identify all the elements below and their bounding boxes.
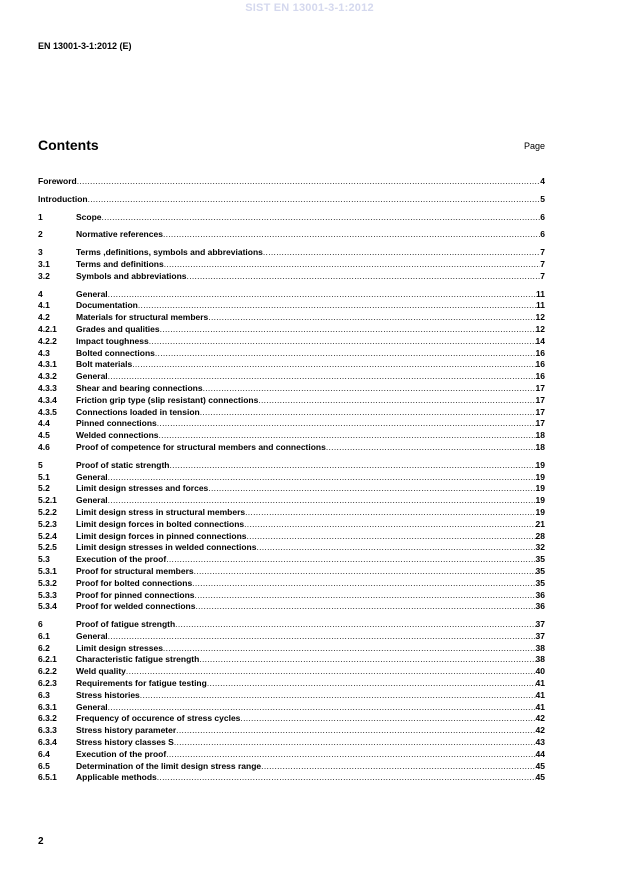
toc-entry-number: 5.3 xyxy=(38,554,50,565)
toc-dot-leader xyxy=(126,666,536,678)
toc-entry-page: 37 xyxy=(535,619,545,630)
toc-dot-leader xyxy=(160,324,536,336)
toc-entry[interactable] xyxy=(38,176,545,188)
toc-entry-title: Limit design stresses xyxy=(76,642,163,653)
toc-dot-leader xyxy=(159,430,536,442)
toc-dot-leader xyxy=(207,678,536,690)
toc-entry-page: 38 xyxy=(535,654,545,665)
toc-entry-number: 5.2.2 xyxy=(38,506,57,517)
toc-entry-page: 35 xyxy=(535,577,545,588)
toc-entry-page: 44 xyxy=(535,748,545,759)
toc-entry-number: 6.5 xyxy=(38,760,50,771)
toc-entry-page: 12 xyxy=(535,312,545,323)
toc-entry-title: Limit design stresses in welded connections xyxy=(76,542,257,553)
toc-dot-leader xyxy=(163,643,536,655)
toc-entry[interactable] xyxy=(38,619,545,631)
toc-entry-title: General xyxy=(76,630,108,641)
toc-entry[interactable] xyxy=(38,212,545,224)
toc-dot-leader xyxy=(258,395,535,407)
toc-entry[interactable] xyxy=(38,713,545,725)
toc-entry-page: 41 xyxy=(535,701,545,712)
toc-dot-leader xyxy=(195,590,536,602)
toc-entry[interactable] xyxy=(38,643,545,655)
toc-entry-page: 14 xyxy=(535,335,545,346)
toc-dot-leader xyxy=(240,713,535,725)
toc-dot-leader xyxy=(200,407,536,419)
toc-entry-number: 5.3.2 xyxy=(38,577,57,588)
toc-entry-number: 6.3.3 xyxy=(38,725,57,736)
toc-entry-number: 5.2.3 xyxy=(38,518,57,529)
toc-entry-page: 35 xyxy=(535,565,545,576)
toc-dot-leader xyxy=(132,359,535,371)
toc-dot-leader xyxy=(176,725,535,737)
toc-entry-number: 4.3.4 xyxy=(38,394,57,405)
toc-entry[interactable] xyxy=(38,271,545,283)
toc-entry[interactable] xyxy=(38,666,545,678)
toc-dot-leader xyxy=(77,176,541,188)
toc-entry-page: 7 xyxy=(540,247,545,258)
toc-entry-title: Proof of static strength xyxy=(76,459,170,470)
toc-entry-number: 4.5 xyxy=(38,430,50,441)
toc-dot-leader xyxy=(164,259,541,271)
toc-entry-page: 41 xyxy=(535,678,545,689)
toc-entry-page: 42 xyxy=(535,725,545,736)
toc-entry-title: Frequency of occurence of stress cycles xyxy=(76,713,241,724)
toc-entry-number: 5.2 xyxy=(38,483,50,494)
watermark: SIST EN 13001-3-1:2012 xyxy=(245,2,374,14)
toc-entry-page: 18 xyxy=(535,441,545,452)
toc-entry[interactable] xyxy=(38,460,545,472)
toc-entry-page: 19 xyxy=(535,495,545,506)
toc-entry-title: Limit design forces in pinned connections xyxy=(76,530,247,541)
toc-entry[interactable] xyxy=(38,772,545,784)
toc-entry-page: 41 xyxy=(535,689,545,700)
toc-entry-title: General xyxy=(76,471,108,482)
toc-dot-leader xyxy=(108,371,536,383)
toc-entry-number: 5.3.3 xyxy=(38,589,57,600)
toc-entry-page: 36 xyxy=(535,589,545,600)
toc-entry-title: Bolted connections xyxy=(76,347,155,358)
toc-entry-number: 5.2.5 xyxy=(38,542,57,553)
toc-entry-title: Stress histories xyxy=(76,689,140,700)
toc-entry-number: 6.5.1 xyxy=(38,772,57,783)
toc-entry-title: Stress history classes S xyxy=(76,737,174,748)
toc-entry-number: 4.2.2 xyxy=(38,335,57,346)
toc-entry-number: 4.3.1 xyxy=(38,359,57,370)
toc-entry-number: 5.2.4 xyxy=(38,530,57,541)
toc-dot-leader xyxy=(170,460,536,472)
toc-entry[interactable] xyxy=(38,312,545,324)
standard-id: EN 13001-3-1:2012 (E) xyxy=(38,41,132,51)
toc-entry-number: 4.4 xyxy=(38,418,50,429)
page-column-label: Page xyxy=(523,141,545,151)
toc-entry-number: 6.4 xyxy=(38,748,50,759)
toc-entry[interactable] xyxy=(38,418,545,430)
toc-entry-page: 16 xyxy=(535,359,545,370)
toc-entry[interactable] xyxy=(38,407,545,419)
toc-dot-leader xyxy=(108,472,536,484)
toc-entry-title: General xyxy=(76,288,108,299)
toc-entry[interactable] xyxy=(38,654,545,666)
toc-entry-page: 7 xyxy=(540,258,545,269)
toc-entry-page: 6 xyxy=(540,211,545,222)
toc-entry-number: 4.2.1 xyxy=(38,323,57,334)
toc-entry-page: 38 xyxy=(535,642,545,653)
toc-entry-page: 12 xyxy=(535,323,545,334)
toc-dot-leader xyxy=(163,229,540,241)
toc-entry-title: Grades and qualities xyxy=(76,323,160,334)
toc-dot-leader xyxy=(256,542,535,554)
toc-entry-title: Terms ,definitions, symbols and abbreviations xyxy=(76,247,263,258)
toc-entry-title: Weld quality xyxy=(76,666,126,677)
toc-entry-title: Introduction xyxy=(38,193,88,204)
toc-entry[interactable] xyxy=(38,383,545,395)
toc-entry[interactable] xyxy=(38,259,545,271)
footer-page-number: 2 xyxy=(38,836,44,847)
toc-dot-leader xyxy=(263,247,540,259)
toc-entry-title: Connections loaded in tension xyxy=(76,406,200,417)
toc-entry-title: General xyxy=(76,701,108,712)
toc-dot-leader xyxy=(138,300,536,312)
toc-entry-page: 17 xyxy=(535,406,545,417)
toc-entry-page: 11 xyxy=(536,288,545,299)
toc-entry-number: 6.1 xyxy=(38,630,50,641)
toc-entry-page: 28 xyxy=(535,530,545,541)
toc-entry-number: 4.3.5 xyxy=(38,406,57,417)
toc-entry-page: 42 xyxy=(535,713,545,724)
toc-entry-page: 19 xyxy=(535,459,545,470)
toc-entry[interactable] xyxy=(38,495,545,507)
toc-entry-page: 17 xyxy=(535,394,545,405)
toc-entry-page: 43 xyxy=(535,737,545,748)
toc-dot-leader xyxy=(108,702,536,714)
toc-entry[interactable] xyxy=(38,324,545,336)
toc-entry-title: Welded connections xyxy=(76,430,159,441)
toc-entry[interactable] xyxy=(38,519,545,531)
toc-entry[interactable] xyxy=(38,247,545,259)
toc-entry-title: Proof for bolted connections xyxy=(76,577,193,588)
toc-entry[interactable] xyxy=(38,430,545,442)
toc-entry[interactable] xyxy=(38,348,545,360)
toc-entry-page: 4 xyxy=(540,176,545,186)
toc-entry-title: Execution of the proof xyxy=(76,554,167,565)
toc-dot-leader xyxy=(199,654,535,666)
toc-dot-leader xyxy=(108,289,536,301)
toc-dot-leader xyxy=(195,601,535,613)
toc-entry-page: 32 xyxy=(535,542,545,553)
toc-entry[interactable] xyxy=(38,194,545,206)
toc-entry-page: 19 xyxy=(535,471,545,482)
toc-entry-number: 6.3.4 xyxy=(38,737,57,748)
toc-entry[interactable] xyxy=(38,289,545,301)
toc-entry-title: Proof for pinned connections xyxy=(76,589,195,600)
toc-dot-leader xyxy=(157,418,536,430)
toc-dot-leader xyxy=(244,519,535,531)
toc-entry-title: General xyxy=(76,371,108,382)
toc-entry-number: 4.2 xyxy=(38,312,50,323)
toc-entry-title: Shear and bearing connections xyxy=(76,382,203,393)
toc-entry-number: 6.3 xyxy=(38,689,50,700)
toc-entry[interactable] xyxy=(38,507,545,519)
toc-entry-title: Normative references xyxy=(76,229,163,240)
toc-entry-page: 5 xyxy=(540,193,545,204)
toc-entry-number: 5.2.1 xyxy=(38,495,57,506)
toc-entry[interactable] xyxy=(38,678,545,690)
toc-entry-number: 5.3.1 xyxy=(38,565,57,576)
toc-entry-page: 21 xyxy=(535,518,545,529)
toc-dot-leader xyxy=(166,554,535,566)
toc-entry-number: 4.3 xyxy=(38,347,50,358)
toc-entry-number: 5.1 xyxy=(38,471,50,482)
toc-entry-page: 35 xyxy=(535,554,545,565)
toc-dot-leader xyxy=(149,336,536,348)
toc-entry[interactable] xyxy=(38,336,545,348)
toc-entry[interactable] xyxy=(38,590,545,602)
toc-entry-page: 18 xyxy=(535,430,545,441)
toc-entry-number: 6.2.2 xyxy=(38,666,57,677)
toc-entry-title: Requirements for fatigue testing xyxy=(76,678,207,689)
toc-entry[interactable] xyxy=(38,578,545,590)
toc-entry-number: 3.1 xyxy=(38,258,50,269)
toc-entry-page: 36 xyxy=(535,601,545,612)
toc-entry[interactable] xyxy=(38,725,545,737)
toc-entry-title: Characteristic fatigue strength xyxy=(76,654,200,665)
toc-entry-title: Execution of the proof xyxy=(76,748,167,759)
toc-entry-page: 37 xyxy=(535,630,545,641)
toc-entry-page: 17 xyxy=(535,418,545,429)
toc-dot-leader xyxy=(326,442,536,454)
toc-dot-leader xyxy=(140,690,536,702)
toc-entry[interactable] xyxy=(38,442,545,454)
toc-entry-title: Foreword xyxy=(38,176,77,186)
toc-dot-leader xyxy=(175,619,535,631)
toc-dot-leader xyxy=(245,507,535,519)
toc-entry[interactable] xyxy=(38,566,545,578)
toc-entry[interactable] xyxy=(38,371,545,383)
toc-entry-number: 3.2 xyxy=(38,270,50,281)
toc-entry-number: 6.2.3 xyxy=(38,678,57,689)
table-of-contents xyxy=(38,176,545,784)
toc-dot-leader xyxy=(192,578,535,590)
toc-entry-number: 4.6 xyxy=(38,441,50,452)
toc-entry-number: 4.1 xyxy=(38,300,50,311)
toc-entry-number: 6.2 xyxy=(38,642,50,653)
toc-entry-number: 3 xyxy=(38,247,43,258)
toc-entry-title: Proof for welded connections xyxy=(76,601,196,612)
toc-entry-page: 16 xyxy=(535,371,545,382)
toc-entry-title: Terms and definitions xyxy=(76,258,164,269)
toc-entry[interactable] xyxy=(38,300,545,312)
toc-dot-leader xyxy=(194,566,536,578)
toc-entry-title: General xyxy=(76,495,108,506)
toc-dot-leader xyxy=(108,631,536,643)
toc-dot-leader xyxy=(208,483,535,495)
toc-dot-leader xyxy=(187,271,541,283)
toc-entry-number: 6.3.1 xyxy=(38,701,57,712)
toc-entry-page: 45 xyxy=(535,760,545,771)
toc-entry-page: 19 xyxy=(535,483,545,494)
toc-entry[interactable] xyxy=(38,229,545,241)
toc-entry-number: 6.2.1 xyxy=(38,654,57,665)
toc-entry-number: 5.3.4 xyxy=(38,601,57,612)
toc-dot-leader xyxy=(166,749,535,761)
toc-entry[interactable] xyxy=(38,631,545,643)
page-title: Contents xyxy=(38,137,99,153)
toc-dot-leader xyxy=(203,383,536,395)
toc-entry-page: 45 xyxy=(535,772,545,783)
toc-entry-title: Limit design stresses and forces xyxy=(76,483,209,494)
toc-entry-title: Proof for structural members xyxy=(76,565,194,576)
toc-entry[interactable] xyxy=(38,749,545,761)
toc-entry-page: 17 xyxy=(535,382,545,393)
toc-entry-title: Proof of competence for structural members and connections xyxy=(76,441,326,452)
toc-entry-page: 6 xyxy=(540,229,545,240)
toc-entry-page: 16 xyxy=(535,347,545,358)
toc-entry-number: 4.3.2 xyxy=(38,371,57,382)
toc-entry-title: Friction grip type (slip resistant) connections xyxy=(76,394,259,405)
toc-dot-leader xyxy=(102,212,541,224)
toc-entry-title: Applicable methods xyxy=(76,772,157,783)
toc-entry-page: 11 xyxy=(536,300,545,311)
toc-dot-leader xyxy=(108,495,536,507)
toc-dot-leader xyxy=(174,737,536,749)
toc-entry[interactable] xyxy=(38,601,545,613)
toc-entry[interactable] xyxy=(38,761,545,773)
toc-entry[interactable] xyxy=(38,531,545,543)
toc-entry-number: 4 xyxy=(38,288,43,299)
toc-entry-title: Pinned connections xyxy=(76,418,157,429)
toc-entry[interactable] xyxy=(38,542,545,554)
toc-entry[interactable] xyxy=(38,690,545,702)
toc-dot-leader xyxy=(155,348,536,360)
toc-entry-title: Limit design stress in structural members xyxy=(76,506,246,517)
toc-entry-title: Scope xyxy=(76,211,102,222)
toc-entry-title: Proof of fatigue strength xyxy=(76,619,176,630)
toc-dot-leader xyxy=(157,772,536,784)
toc-entry-title: Stress history parameter xyxy=(76,725,177,736)
toc-entry-number: 4.3.3 xyxy=(38,382,57,393)
toc-entry-title: Impact toughness xyxy=(76,335,149,346)
toc-entry-page: 19 xyxy=(535,506,545,517)
toc-entry[interactable] xyxy=(38,737,545,749)
toc-entry-title: Limit design forces in bolted connections xyxy=(76,518,245,529)
toc-entry[interactable] xyxy=(38,472,545,484)
toc-entry-title: Documentation xyxy=(76,300,138,311)
toc-entry[interactable] xyxy=(38,554,545,566)
toc-dot-leader xyxy=(261,761,535,773)
toc-entry[interactable] xyxy=(38,702,545,714)
toc-dot-leader xyxy=(247,531,536,543)
toc-entry[interactable] xyxy=(38,395,545,407)
toc-entry-title: Materials for structural members xyxy=(76,312,209,323)
toc-dot-leader xyxy=(88,194,541,206)
toc-entry[interactable] xyxy=(38,359,545,371)
toc-entry-number: 5 xyxy=(38,459,43,470)
toc-entry-page: 40 xyxy=(535,666,545,677)
toc-entry-page: 7 xyxy=(540,270,545,281)
toc-entry-number: 1 xyxy=(38,211,43,222)
toc-entry[interactable] xyxy=(38,483,545,495)
toc-dot-leader xyxy=(208,312,535,324)
toc-entry-title: Bolt materials xyxy=(76,359,133,370)
toc-entry-number: 6.3.2 xyxy=(38,713,57,724)
toc-entry-number: 2 xyxy=(38,229,43,240)
toc-entry-number: 6 xyxy=(38,619,43,630)
toc-entry-title: Symbols and abbreviations xyxy=(76,270,187,281)
toc-entry-title: Determination of the limit design stress range xyxy=(76,760,262,771)
